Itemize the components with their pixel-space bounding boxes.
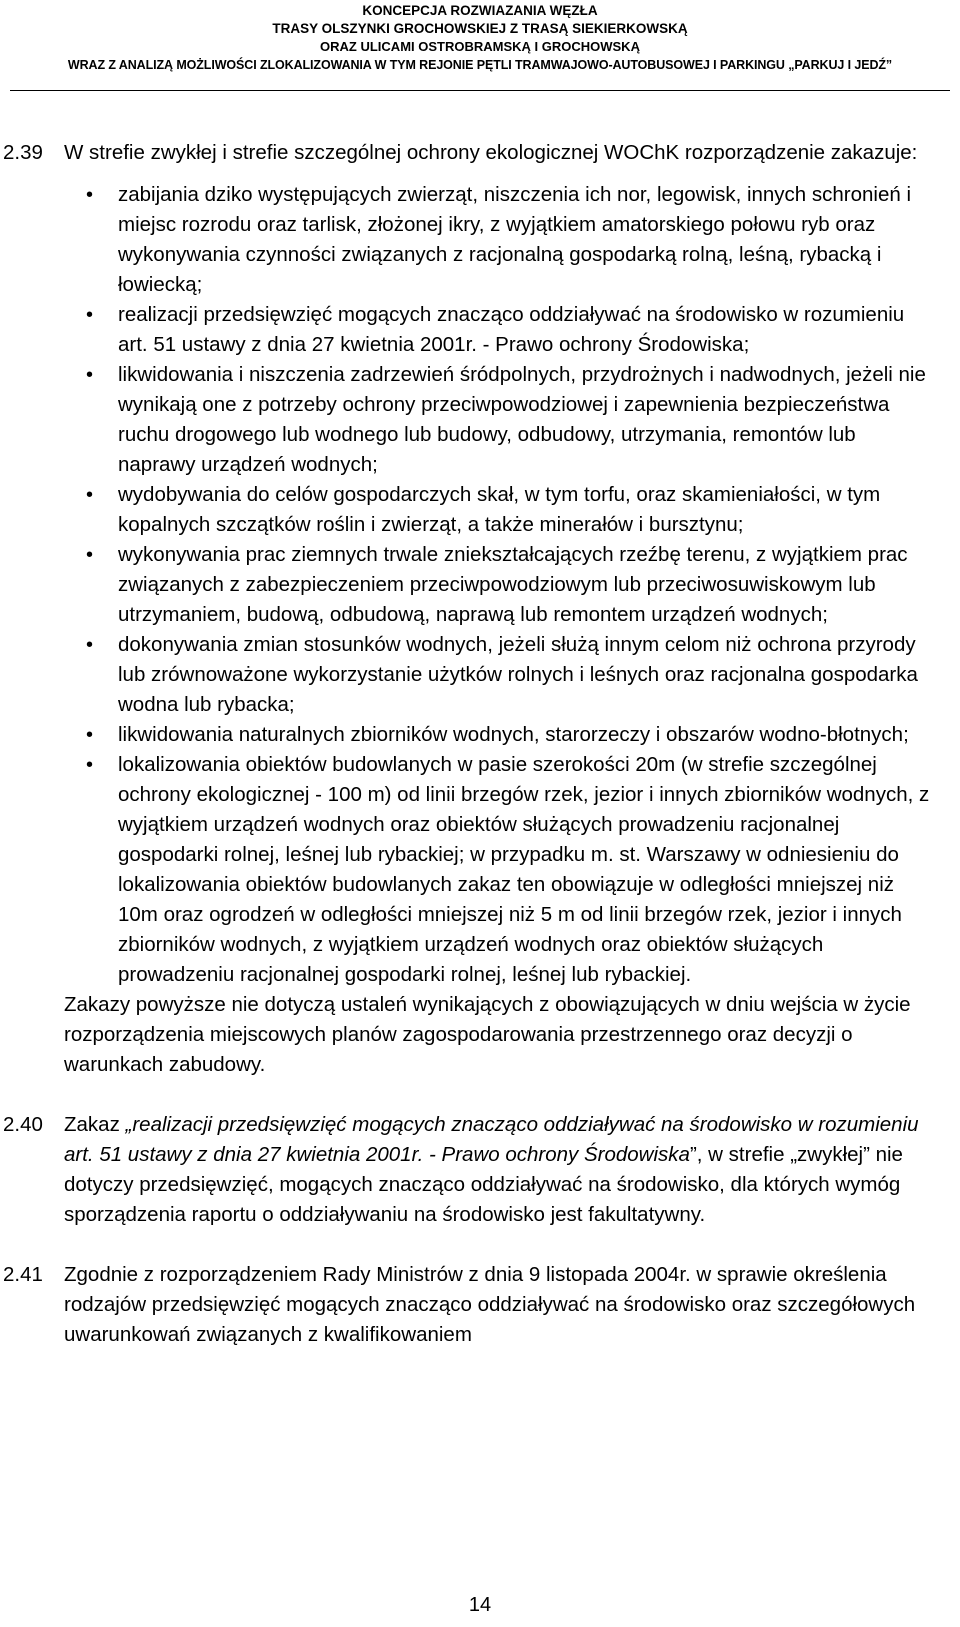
section-intro: W strefie zwykłej i strefie szczególnej ochrony ekologicznej WOChK rozporządzenie zakazuje: bbox=[64, 141, 918, 164]
section-paragraph bbox=[64, 1110, 938, 1230]
list-item: • realizacji przedsięwzięć mogących znacząco oddziaływać na środowisko w rozumieniu art. 51 ustawy z dnia 27 kwietnia 2001r. - Prawo ochrony Środowiska; bbox=[118, 300, 938, 360]
section-2-40 bbox=[0, 1110, 960, 1230]
header-line-3: ORAZ ULICAMI OSTROBRAMSKĄ I GROCHOWSKĄ bbox=[320, 39, 640, 54]
list-item: • likwidowania naturalnych zbiorników wodnych, starorzeczy i obszarów wodno-błotnych; bbox=[118, 720, 938, 750]
prohibitions-list bbox=[118, 180, 938, 990]
section-number: 2.40 bbox=[3, 1113, 43, 1136]
list-item: • zabijania dziko występujących zwierząt, niszczenia ich nor, legowisk, innych schronień i miejsc rozrodu oraz tarlisk, złożonej ikry, z wyjątkiem amatorskiego połowu ryb oraz wykonywania czynności związanych z racjonalną gospodarką rolną, leśną, rybacką i łowiecką; bbox=[118, 180, 938, 300]
quote-open-mark: „ bbox=[125, 1113, 133, 1136]
section-2-41 bbox=[0, 1260, 960, 1350]
list-item: • lokalizowania obiektów budowlanych w pasie szerokości 20m (w strefie szczególnej ochrony ekologicznej - 100 m) od linii brzegów rzek, jezior i innych zbiorników wodnych, z wyjątkiem urządzeń wodnych oraz obiektów służących prowadzeniu racjonalnej gospodarki rolnej, leśnej lub rybackiej; w przypadku m. st. Warszawy w odniesieniu do lokalizowania obiektów budowlanych zakaz ten obowiązuje w odległości mniejszej niż 10m oraz ogrodzeń w odległości mniejszej niż 5 m od linii brzegów rzek, jezior i innych zbiorników wodnych, z wyjątkiem urządzeń wodnych oraz obiektów służących prowadzeniu racjonalnej gospodarki rolnej, leśnej lub rybackiej. bbox=[118, 750, 938, 990]
list-item: • dokonywania zmian stosunków wodnych, jeżeli służą innym celom niż ochrona przyrody lub zrównoważone wykorzystanie użytków rolnych i leśnych oraz racjonalna gospodarka wodna lub rybacka; bbox=[118, 630, 938, 720]
section-number: 2.41 bbox=[3, 1263, 43, 1286]
header-divider bbox=[10, 90, 950, 91]
section-number: 2.39 bbox=[3, 141, 43, 164]
list-item: • wykonywania prac ziemnych trwale zniekształcających rzeźbę terenu, z wyjątkiem prac związanych z zabezpieczeniem przeciwpowodziowym lub przeciwosuwiskowym lub utrzymaniem, budową, odbudową, naprawą lub remontem urządzeń wodnych; bbox=[118, 540, 938, 630]
document-header bbox=[0, 0, 960, 74]
quoted-regulation: realizacji przedsięwzięć mogących znacząco oddziaływać na środowisko w rozumieniu art. 51 ustawy z dnia 27 kwietnia 2001r. - Prawo ochrony Środowiska bbox=[64, 1113, 919, 1166]
section-2-39 bbox=[0, 138, 960, 1080]
header-line-4: WRAZ Z ANALIZĄ MOŻLIWOŚCI ZLOKALIZOWANIA W TYM REJONIE PĘTLI TRAMWAJOWO-AUTOBUSOWEJ I PARKINGU „PARKUJ I JEDŹ” bbox=[67, 58, 893, 72]
page-number: 14 bbox=[468, 1594, 492, 1616]
list-item: • likwidowania i niszczenia zadrzewień śródpolnych, przydrożnych i nadwodnych, jeżeli nie wynikają one z potrzeby ochrony przeciwpowodziowej i zapewnienia bezpieczeństwa ruchu drogowego lub wodnego lub budowy, odbudowy, utrzymania, remontów lub naprawy urządzeń wodnych; bbox=[118, 360, 938, 480]
list-item: • wydobywania do celów gospodarczych skał, w tym torfu, oraz skamieniałości, w tym kopalnych szczątków roślin i zwierząt, a także minerałów i bursztynu; bbox=[118, 480, 938, 540]
paragraph-text: Zakaz bbox=[64, 1113, 126, 1136]
document-body bbox=[0, 138, 960, 1350]
section-paragraph: Zgodnie z rozporządzeniem Rady Ministrów z dnia 9 listopada 2004r. w sprawie określenia rodzajów przedsięwzięć mogących znacząco oddziaływać na środowisko oraz szczegółowych uwarunkowań związanych z kwalifikowaniem bbox=[64, 1263, 916, 1346]
paragraph-text: ”, w strefie „zwykłej” nie dotyczy przedsięwzięć, mogących znacząco oddziaływać na środowisko, dla których wymóg sporządzenia raportu o oddziaływaniu na środowisko jest fakultatywny. bbox=[64, 1143, 903, 1226]
header-line-1: KONCEPCJA ROZWIAZANIA WĘZŁA bbox=[362, 3, 598, 18]
header-line-2: TRASY OLSZYNKI GROCHOWSKIEJ Z TRASĄ SIEKIERKOWSKĄ bbox=[272, 21, 688, 36]
section-closing: Zakazy powyższe nie dotyczą ustaleń wynikających z obowiązujących w dniu wejścia w życie rozporządzenia miejscowych planów zagospodarowania przestrzennego oraz decyzji o warunkach zabudowy. bbox=[64, 993, 911, 1076]
